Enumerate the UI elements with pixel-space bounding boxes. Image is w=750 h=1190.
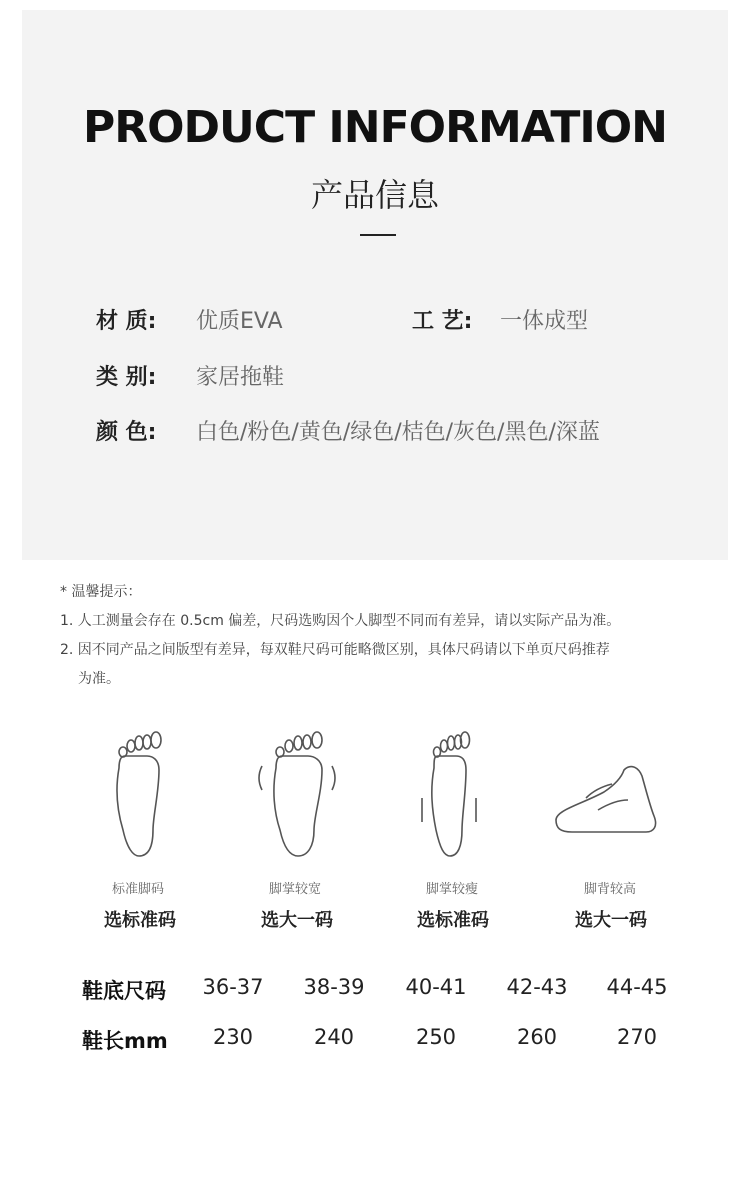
sole-size-row <box>0 975 750 1009</box>
foot-advice-2: 选大一码 <box>261 910 333 931</box>
color-value: 白色/粉色/黄色/绿色/桔色/灰色/黑色/深蓝 <box>196 420 600 445</box>
tips-line-2: 2. 因不同产品之间版型有差异，每双鞋尺码可能略微区别，具体尺码请以下单页尺码推荐 <box>60 642 610 658</box>
material-value: 优质EVA <box>196 309 283 334</box>
sole-size-label: 鞋底尺码 <box>82 979 166 1003</box>
length-cell: 260 <box>516 1025 558 1049</box>
size-cell: 44-45 <box>606 975 668 999</box>
length-cell: 250 <box>415 1025 457 1049</box>
foot-type-2: 脚掌较宽 <box>268 882 321 897</box>
tips-heading: * 温馨提示： <box>60 584 142 600</box>
category-row <box>96 360 284 391</box>
length-row <box>0 1025 750 1059</box>
category-value: 家居拖鞋 <box>196 365 285 390</box>
material-row <box>96 304 283 335</box>
craft-row <box>412 304 588 335</box>
foot-type-1: 标准脚码 <box>111 882 164 897</box>
standard-foot-icon <box>62 730 212 860</box>
foot-advice-3: 选标准码 <box>417 910 489 931</box>
foot-type-4: 脚背较高 <box>583 882 636 897</box>
length-cell: 230 <box>212 1025 254 1049</box>
title-chinese: 产品信息 <box>310 176 439 214</box>
color-label: 颜 色: <box>96 420 157 445</box>
category-label: 类 别: <box>96 365 157 390</box>
title-english: PRODUCT INFORMATION <box>83 102 667 153</box>
tips-line-1: 1. 人工测量会存在 0.5cm 偏差，尺码选购因个人脚型不同而有差异，请以实际产品为准。 <box>60 613 621 629</box>
wide-foot-icon <box>222 730 372 860</box>
color-row <box>96 415 600 446</box>
size-cell: 38-39 <box>303 975 365 999</box>
narrow-foot-icon <box>374 730 524 860</box>
foot-advice-1: 选标准码 <box>104 910 176 931</box>
size-cell: 36-37 <box>202 975 264 999</box>
material-label: 材 质: <box>96 309 157 334</box>
length-cell: 240 <box>313 1025 355 1049</box>
tips-section <box>60 578 720 694</box>
product-info-panel <box>22 10 728 560</box>
craft-label: 工 艺: <box>412 309 473 334</box>
title-divider <box>360 234 396 236</box>
foot-type-3: 脚掌较瘦 <box>425 882 478 897</box>
high-instep-icon <box>532 730 682 860</box>
length-label: 鞋长mm <box>82 1029 168 1053</box>
foot-advice-4: 选大一码 <box>575 910 647 931</box>
size-cell: 42-43 <box>506 975 568 999</box>
craft-value: 一体成型 <box>500 309 589 334</box>
tips-line-2-cont: 为准。 <box>78 671 120 687</box>
length-cell: 270 <box>616 1025 658 1049</box>
size-cell: 40-41 <box>405 975 467 999</box>
